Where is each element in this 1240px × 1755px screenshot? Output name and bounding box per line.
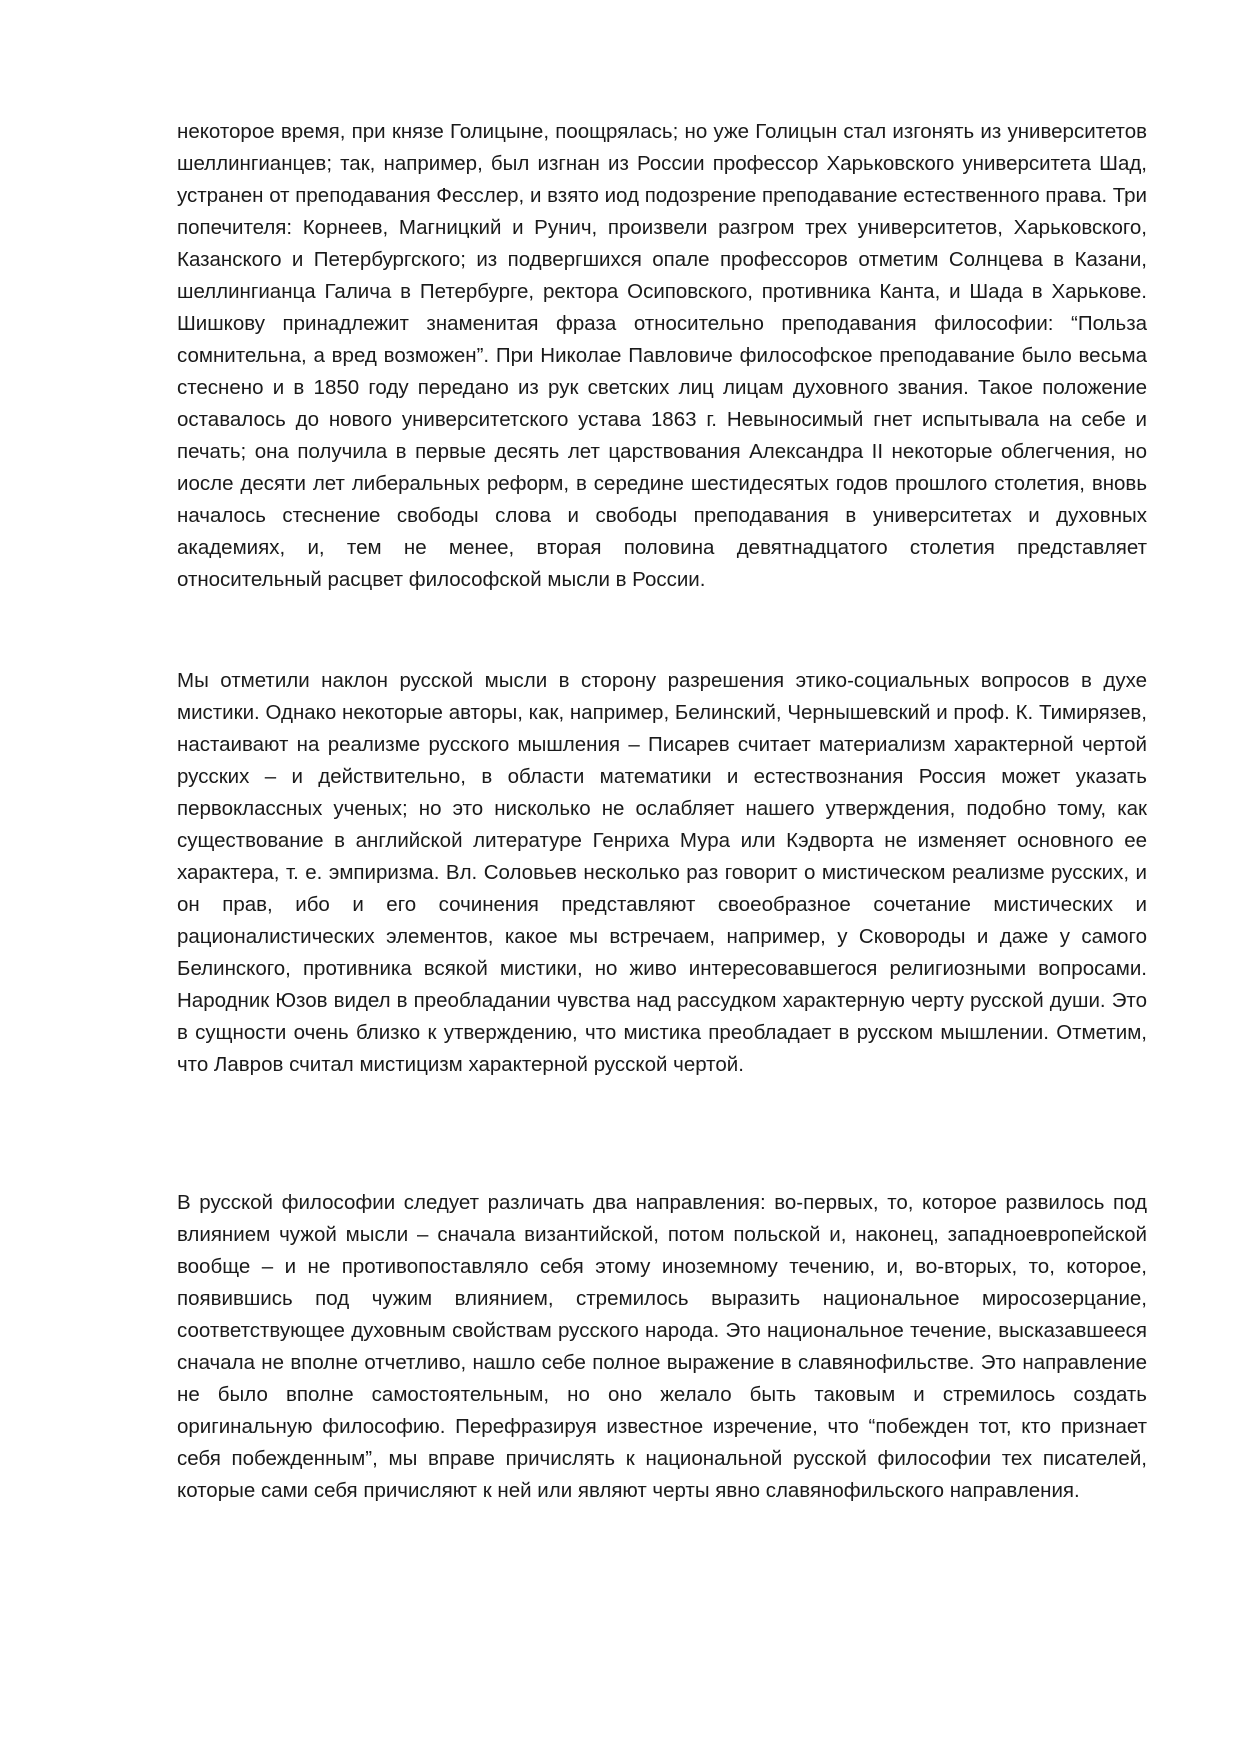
- paragraph-3: В русской философии следует различать два направления: во-первых, то, которое развилось под влиянием чужой мысли – сначала византийской, потом польской и, наконец, западноевропейской вообще – и не противопоставляло себя этому иноземному течению, и, во-вторых, то, которое, появившись под чужим влиянием, стремилось выразить национальное миросозерцание, соответствующее духовным свойствам русского народа. Это национальное течение, высказавшееся сначала не вполне отчетливо, нашло себе полное выражение в славянофильстве. Это направление не было вполне самостоятельным, но оно желало быть таковым и стремилось создать оригинальную философию. Перефразируя известное изречение, что “побежден тот, кто признает себя побежденным”, мы вправе причислять к национальной русской философии тех писателей, которые сами себя причисляют к ней или являют черты явно славянофильского направления.: [177, 1191, 1147, 1502]
- paragraph-1: некоторое время, при князе Голицыне, поощрялась; но уже Голицын стал изгонять из университетов шеллингианцев; так, например, был изгнан из России профессор Харьковского университета Шад, устранен от преподавания Фесслер, и взято иод подозрение преподавание естественного права. Три попечителя: Корнеев, Магницкий и Рунич, произвели разгром трех университетов, Харьковского, Казанского и Петербургского; из подвергшихся опале профессоров отметим Солнцева в Казани, шеллингианца Галича в Петербурге, ректора Осиповского, противника Канта, и Шада в Харькове. Шишкову принадлежит знаменитая фраза относительно преподавания философии: “Польза сомнительна, а вред возможен”. При Николае Павловиче философское преподавание было весьма стеснено и в 1850 году передано из рук светских лиц лицам духовного звания. Такое положение оставалось до нового университетского устава 1863 г. Невыносимый гнет испытывала на себе и печать; она получила в первые десять лет царствования Александра II некоторые облегчения, но иосле десяти лет либеральных реформ, в середине шестидесятых годов прошлого столетия, вновь началось стеснение свободы слова и свободы преподавания в университетах и духовных академиях, и, тем не менее, вторая половина девятнадцатого столетия представляет относительный расцвет философской мысли в России.: [177, 120, 1147, 591]
- paragraph-2: Мы отметили наклон русской мысли в сторону разрешения этико-социальных вопросов в духе мистики. Однако некоторые авторы, как, например, Белинский, Чернышевский и проф. К. Тимирязев, настаивают на реализме русского мышления – Писарев считает материализм характерной чертой русских – и действительно, в области математики и естествознания Россия может указать первоклассных ученых; но это нисколько не ослабляет нашего утверждения, подобно тому, как существование в английской литературе Генриха Мура или Кэдворта не изменяет основного ее характера, т. е. эмпиризма. Вл. Соловьев несколько раз говорит о мистическом реализме русских, и он прав, ибо и его сочинения представляют своеобразное сочетание мистических и рационалистических элементов, какое мы встречаем, например, у Сковороды и даже у самого Белинского, противника всякой мистики, но живо интересовавшегося религиозными вопросами. Народник Юзов видел в преобладании чувства над рассудком характерную черту русской души. Это в сущности очень близко к утверждению, что мистика преобладает в русском мышлении. Отметим, что Лавров считал мистицизм характерной русской чертой.: [177, 669, 1147, 1076]
